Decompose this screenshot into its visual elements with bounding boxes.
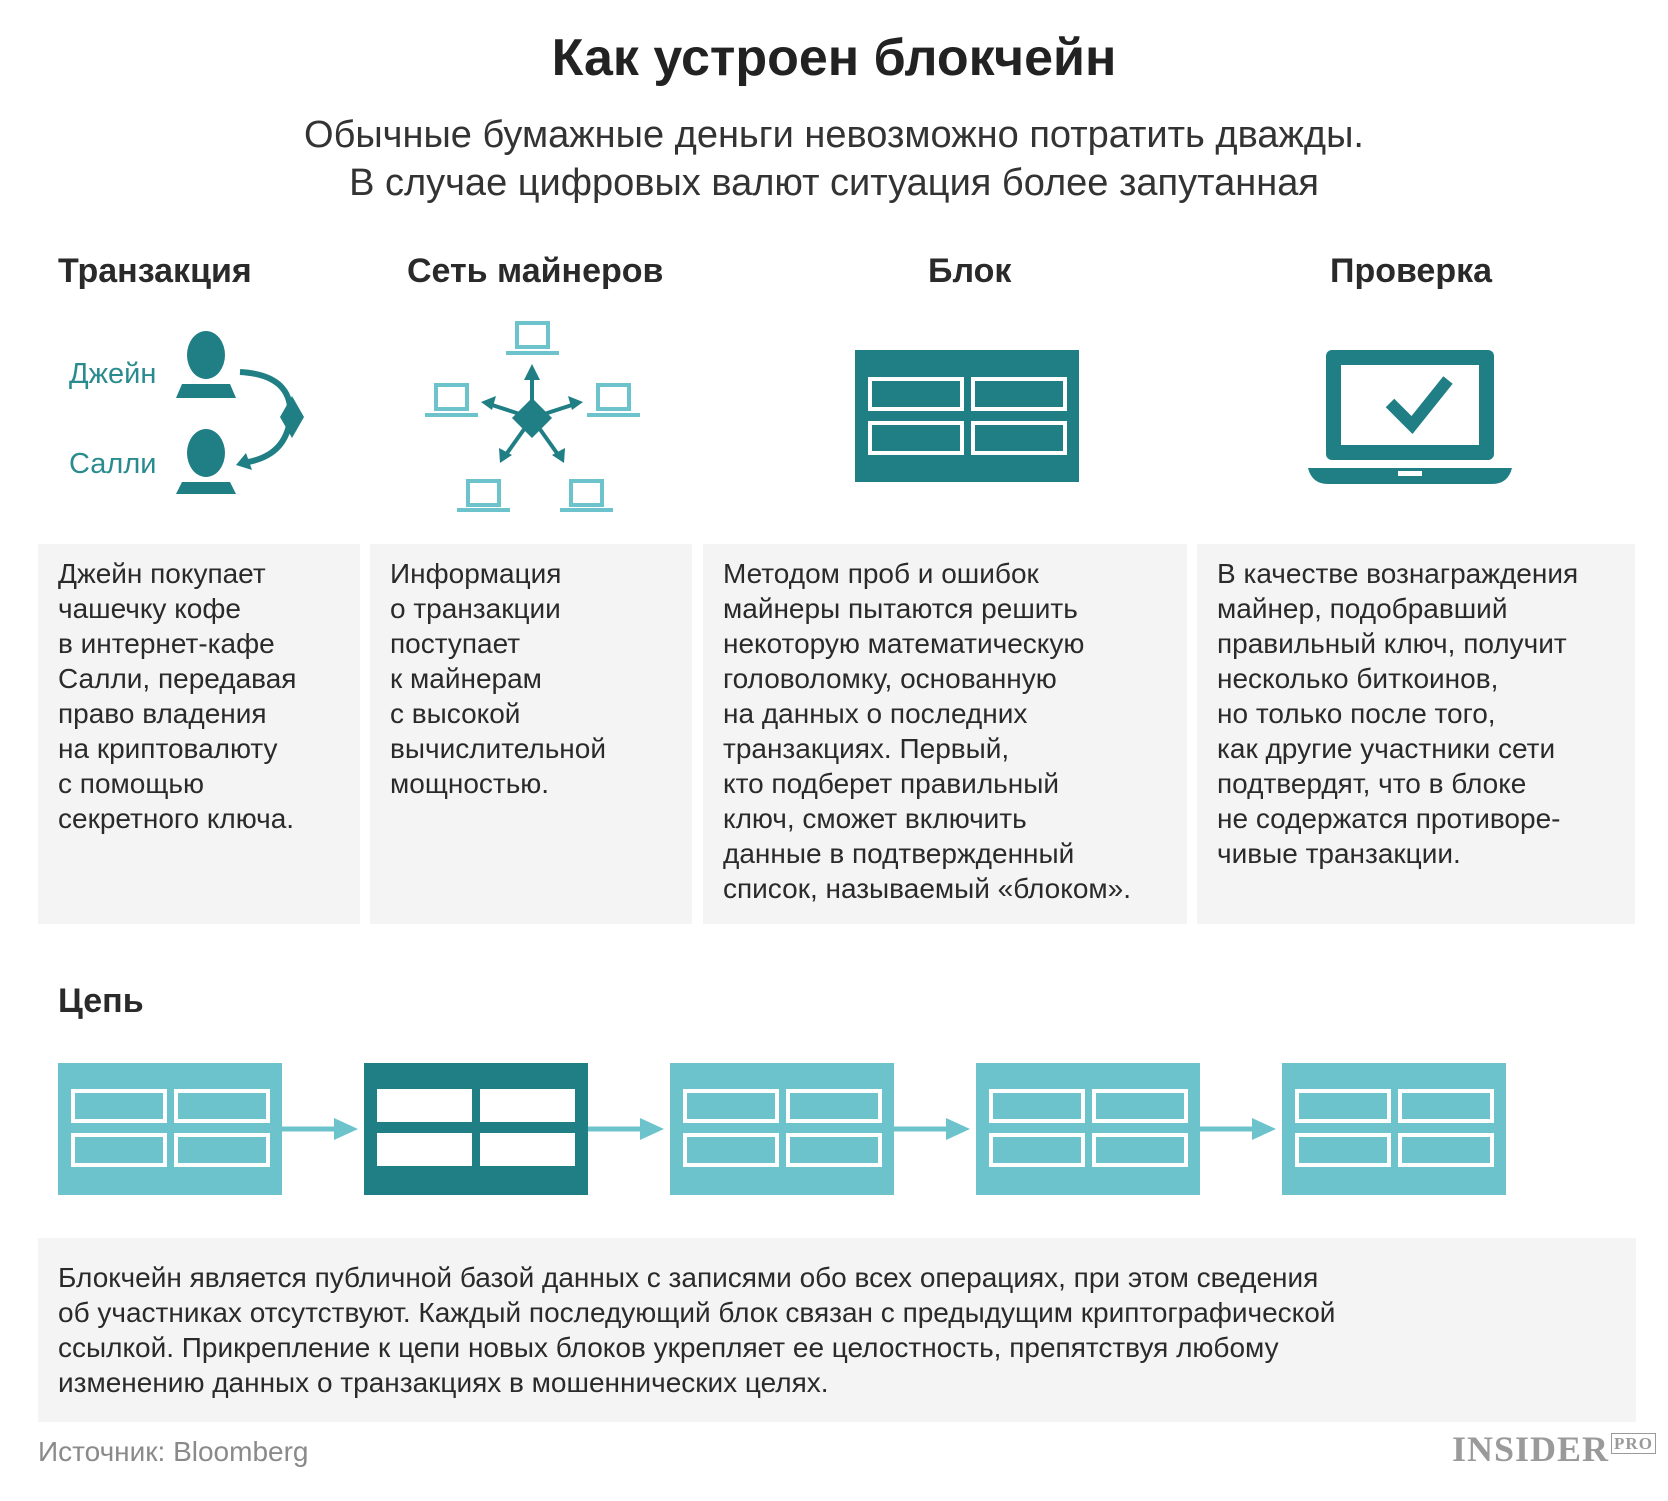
chain-arrow-2	[588, 1118, 664, 1140]
column-title-transaction: Транзакция	[58, 252, 252, 290]
chain-block-2	[364, 1063, 588, 1195]
card-miners: Информация о транзакции поступает к майнерам с высокой вычислительной мощностью.	[370, 544, 692, 924]
chain-arrow-3	[894, 1118, 970, 1140]
chain-block-4	[976, 1063, 1200, 1195]
chain-description: Блокчейн является публичной базой данных с записями обо всех операциях, при этом сведения об участниках отсутствуют. Каждый последующий блок связан с предыдущим криптографической ссылкой. Прикрепление к цепи новых блоков укрепляет ее целостность, препятствуя любому изменению данных о транзакциях в мошеннических целях.	[38, 1238, 1636, 1422]
logo-text: INSIDER	[1452, 1429, 1610, 1469]
chain-arrow-4	[1200, 1118, 1276, 1140]
subtitle-line-1: Обычные бумажные деньги невозможно потратить дважды.	[304, 114, 1364, 156]
subtitle-line-2: В случае цифровых валют ситуация более запутанная	[349, 162, 1319, 204]
chain-block-3	[670, 1063, 894, 1195]
card-verification: В качестве вознаграждения майнер, подобравший правильный ключ, получит несколько биткоинов, но только после того, как другие участники сети подтвердят, что в блоке не содержатся противоре- чивые транзакции.	[1197, 544, 1635, 924]
insider-pro-logo	[1452, 1428, 1656, 1470]
laptop-icon-right	[587, 385, 640, 415]
laptop-icon-top	[506, 323, 559, 353]
sally-label: Салли	[69, 448, 157, 480]
block-icon	[855, 350, 1079, 482]
source-note: Источник: Bloomberg	[38, 1436, 309, 1467]
card-block: Методом проб и ошибок майнеры пытаются решить некоторую математическую головоломку, основанную на данных о последних транзакциях. Первый, кто подберет правильный ключ, сможет включить данные в подтвержденный список, называемый «блоком».	[703, 544, 1187, 924]
transfer-key-icon	[236, 372, 304, 470]
column-title-block: Блок	[928, 252, 1012, 290]
jane-person-icon	[176, 331, 236, 398]
sally-person-icon	[176, 429, 236, 494]
column-title-verification: Проверка	[1330, 252, 1493, 290]
chain-block-5	[1282, 1063, 1506, 1195]
laptop-icon-bottom-right	[560, 481, 613, 510]
logo-suffix: PRO	[1611, 1433, 1656, 1454]
jane-label: Джейн	[69, 358, 157, 390]
column-title-miners: Сеть майнеров	[407, 252, 664, 290]
card-transaction: Джейн покупает чашечку кофе в интернет-кафе Салли, передавая право владения на криптовалюту с помощью секретного ключа.	[38, 544, 360, 924]
chain-arrow-1	[282, 1118, 358, 1140]
chain-block-1	[58, 1063, 282, 1195]
chain-diagram	[58, 1063, 1506, 1195]
laptop-icon-bottom-left	[457, 481, 510, 510]
laptop-icon-left	[425, 385, 478, 415]
page-title: Как устроен блокчейн	[551, 29, 1117, 87]
chain-title: Цепь	[58, 982, 144, 1020]
miner-network-icon	[481, 364, 583, 463]
